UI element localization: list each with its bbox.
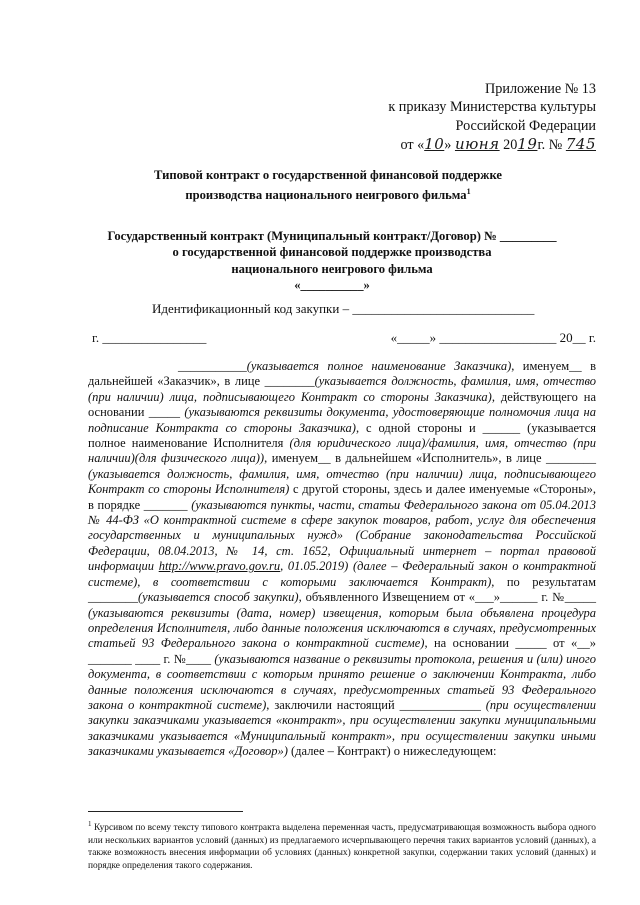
handwritten-day: 10: [424, 135, 445, 154]
procurement-id-line: Идентификационный код закупки – ____________________________: [152, 301, 535, 316]
footnote: $^1$ Курсивом по всему тексту типового контракта выделена переменная часть, предусматривающая возможность выбора одного или нескольких вариантов условий (данных) из предлагаемого исчерпывающего перечня таких вариантов условий (данных), а также возможность внесения информации об условиях (данных) конкретной закупки, содержании таких условий (данных) и порядке определения такого содержания.: [88, 820, 596, 871]
contract-preamble: [88, 359, 596, 760]
contract-heading: [86, 228, 578, 294]
footnote-divider: [88, 811, 243, 812]
appendix-order: к приказу Министерства культуры: [388, 99, 596, 116]
document-title: [90, 168, 566, 204]
pravo-link[interactable]: http://www.pravo.gov.ru: [158, 559, 281, 574]
contract-film-name: «__________»: [294, 278, 370, 293]
handwritten-year: 19: [517, 135, 538, 154]
preamble-paragraph: ___________(указывается полное наименование Заказчика), именуем__ в дальнейшей «Заказчик», в лице ________(указывается должность, фамилия, имя, отчество (при наличии) лица, подписывающего Контракт со стороны Заказчика), действующего на основании _____ (указываются реквизиты документа, удостоверяющие полномочия лица на подписание Контракта со стороны Заказчика), с одной стороны и ______ (указывается полное наименование Исполнителя (для юридического лица)/фамилия, имя, отчество (при наличии)(для физического лица)), именуем__ в дальнейшем «Исполнитель», в лице ________ (указывается должность, фамилия, имя, отчество (при наличии) лица, подписывающего Контракт со стороны Исполнителя) с другой стороны, здесь и далее именуемые «Стороны», в порядке _______ (указываются пункты, части, статьи Федерального закона от 05.04.2013 № 44-ФЗ «О контрактной системе в сфере закупок товаров, работ, услуг для обеспечения государственных и муниципальных нужд» (Собрание законодательства Российской Федерации, 08.04.2013, № 14, ст. 1652, Официальный интернет – портал правовой информации http://www.pravo.gov.ru, 01.05.2019) (далее – Федеральный закон о контрактной системе), в соответствии с которыми заключается Контракт), по результатам ________(указывается способ закупки), объявленного Извещением от «___»______ г. №_____ (указываются реквизиты (дата, номер) извещения, которым была объявлена процедура определения Исполнителя, либо данные положения исключаются в случаях, предусмотренных статьей 93 Федерального закона о контрактной системе), на основании _____ от «__» _______ ____ г. №____ (указываются название о реквизиты протокола, решения и (или) иного документа, в соответствии с которым принято решение о заключении Контракта, либо данные положения исключаются в случаях, предусмотренных статьей 93 Федерального закона о контрактной системе), заключили настоящий _____________ (при осуществлении закупки заказчиками указывается «контракт», при осуществлении закупки муниципальными заказчиками указывается «Муниципальный контракт», при осуществлении закупки иными заказчиками указывается «Договор») (далее – Контракт) о нижеследующем:: [88, 359, 597, 759]
appendix-header: [388, 80, 596, 155]
handwritten-order-number: 745: [565, 135, 596, 154]
city-field: г. ________________: [92, 330, 207, 345]
appendix-number: Приложение № 13: [485, 81, 596, 97]
title-line-1: Типовой контракт о государственной финансовой поддержке: [154, 168, 502, 182]
title-line-2: производства национального неигрового фильма$^1$: [185, 186, 471, 202]
appendix-ministry: Российской Федерации: [455, 117, 596, 134]
place-date-line: [92, 330, 596, 348]
contract-line-1: Государственный контракт (Муниципальный контракт/Договор) № _________: [107, 229, 557, 243]
contract-line-2: о государственной финансовой поддержке производства: [172, 245, 492, 260]
footnote-reference: 1: [466, 186, 471, 196]
handwritten-month: июня: [454, 135, 500, 154]
contract-line-3: национального неигрового фильма: [231, 261, 433, 276]
date-field: «_____» __________________ 20__ г.: [390, 330, 596, 345]
appendix-date-line: от «10» июня 2019г. № 745: [400, 135, 596, 154]
